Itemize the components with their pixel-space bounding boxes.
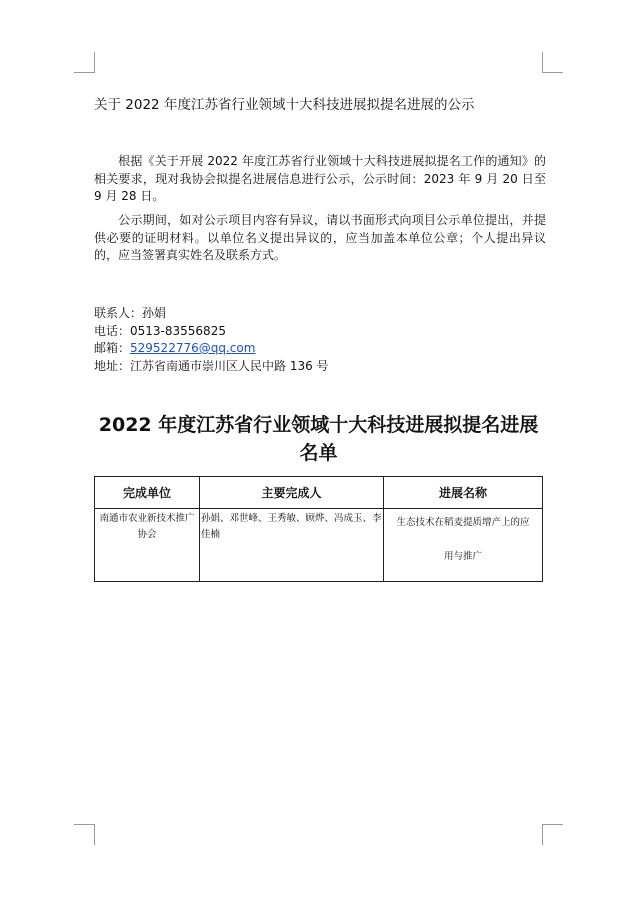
notice-paragraph-2 — [94, 212, 546, 265]
crop-mark-bottom-right — [542, 824, 563, 845]
contact-person-row — [94, 305, 329, 323]
header-unit: 完成单位 — [95, 477, 200, 509]
crop-mark-bottom-left — [74, 824, 95, 845]
crop-mark-top-right — [542, 52, 563, 73]
contact-email-label: 邮箱： — [94, 341, 131, 355]
cell-persons: 孙娟、邓世峰、王秀敏、顾烨、冯成玉、李佳楠 — [200, 509, 384, 582]
contact-email-link[interactable]: 529522776@qq.com — [130, 341, 256, 355]
crop-mark-top-left — [74, 52, 95, 73]
header-project: 进展名称 — [384, 477, 543, 509]
contact-phone-value: 0513-83556825 — [130, 323, 226, 338]
contact-phone-label: 电话： — [94, 323, 131, 338]
contact-person-value: 孙娟 — [142, 306, 167, 320]
contact-person-label: 联系人： — [94, 306, 143, 320]
cell-unit: 南通市农业新技术推广协会 — [95, 509, 200, 582]
cell-project — [384, 509, 543, 582]
notice-title: 关于 2022 年度江苏省行业领域十大科技进展拟提名进展的公示 — [94, 97, 475, 113]
project-name-line-2: 用与推广 — [443, 551, 482, 562]
contact-address-value: 江苏省南通市崇川区人民中路 136 号 — [130, 358, 329, 373]
header-persons: 主要完成人 — [200, 477, 384, 509]
contact-email-row — [94, 340, 329, 358]
project-name-line-1: 生态技术在稻麦提质增产上的应 — [396, 517, 530, 528]
table-row — [95, 509, 543, 582]
paragraph-1-text: 根据《关于开展 2022 年度江苏省行业领域十大科技进展拟提名工作的通知》的相关要求，现对我协会拟提名进展信息进行公示，公示时间：2023 年 9 月 20 日至 9 月 28 日。 — [94, 154, 546, 203]
table-header-row — [95, 477, 543, 509]
notice-paragraph-1 — [94, 153, 546, 206]
contact-address-row — [94, 358, 329, 376]
list-title: 2022 年度江苏省行业领域十大科技进展拟提名进展名单 — [98, 414, 539, 464]
contact-phone-row — [94, 323, 329, 341]
contact-block — [94, 305, 329, 375]
paragraph-2-text: 公示期间，如对公示项目内容有异议，请以书面形式向项目公示单位提出，并提供必要的证明材料。以单位名义提出异议的，应当加盖本单位公章；个人提出异议的，应当签署真实姓名及联系方式。 — [94, 213, 546, 262]
contact-address-label: 地址： — [94, 358, 131, 373]
nomination-table — [94, 476, 543, 582]
